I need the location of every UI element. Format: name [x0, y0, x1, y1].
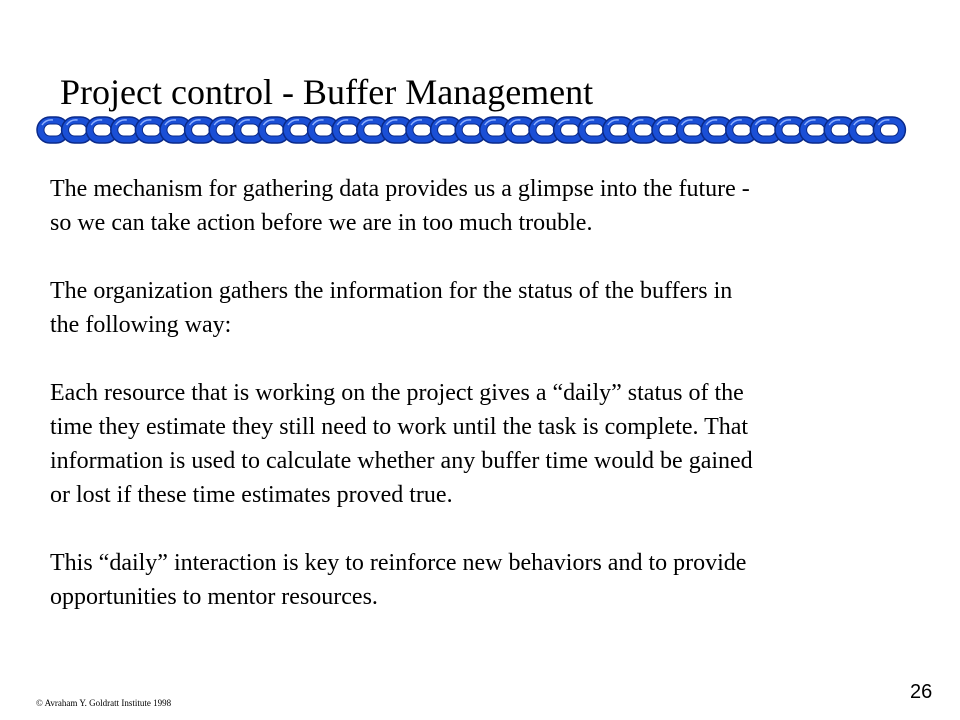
- slide-body: [50, 172, 930, 614]
- body-paragraph-1: The mechanism for gathering data provides us a glimpse into the future - so we can take action before we are in too much trouble.: [50, 176, 750, 236]
- copyright-notice: © Avraham Y. Goldratt Institute 1998: [36, 698, 172, 708]
- chain-link-divider: [36, 112, 928, 148]
- slide-title: Project control - Buffer Management: [60, 72, 594, 112]
- page-number: 26: [910, 681, 933, 703]
- body-paragraph-2: The organization gathers the information for the status of the buffers in the following way:: [50, 278, 733, 338]
- body-paragraph-4: This “daily” interaction is key to reinforce new behaviors and to provide opportunities to mentor resources.: [50, 550, 747, 610]
- body-paragraph-3: Each resource that is working on the project gives a “daily” status of the time they estimate they still need to work until the task is complete. That information is used to calculate whether any buffer time would be gained or lost if these time estimates proved true.: [50, 380, 753, 508]
- chain-link-icon: [873, 117, 905, 143]
